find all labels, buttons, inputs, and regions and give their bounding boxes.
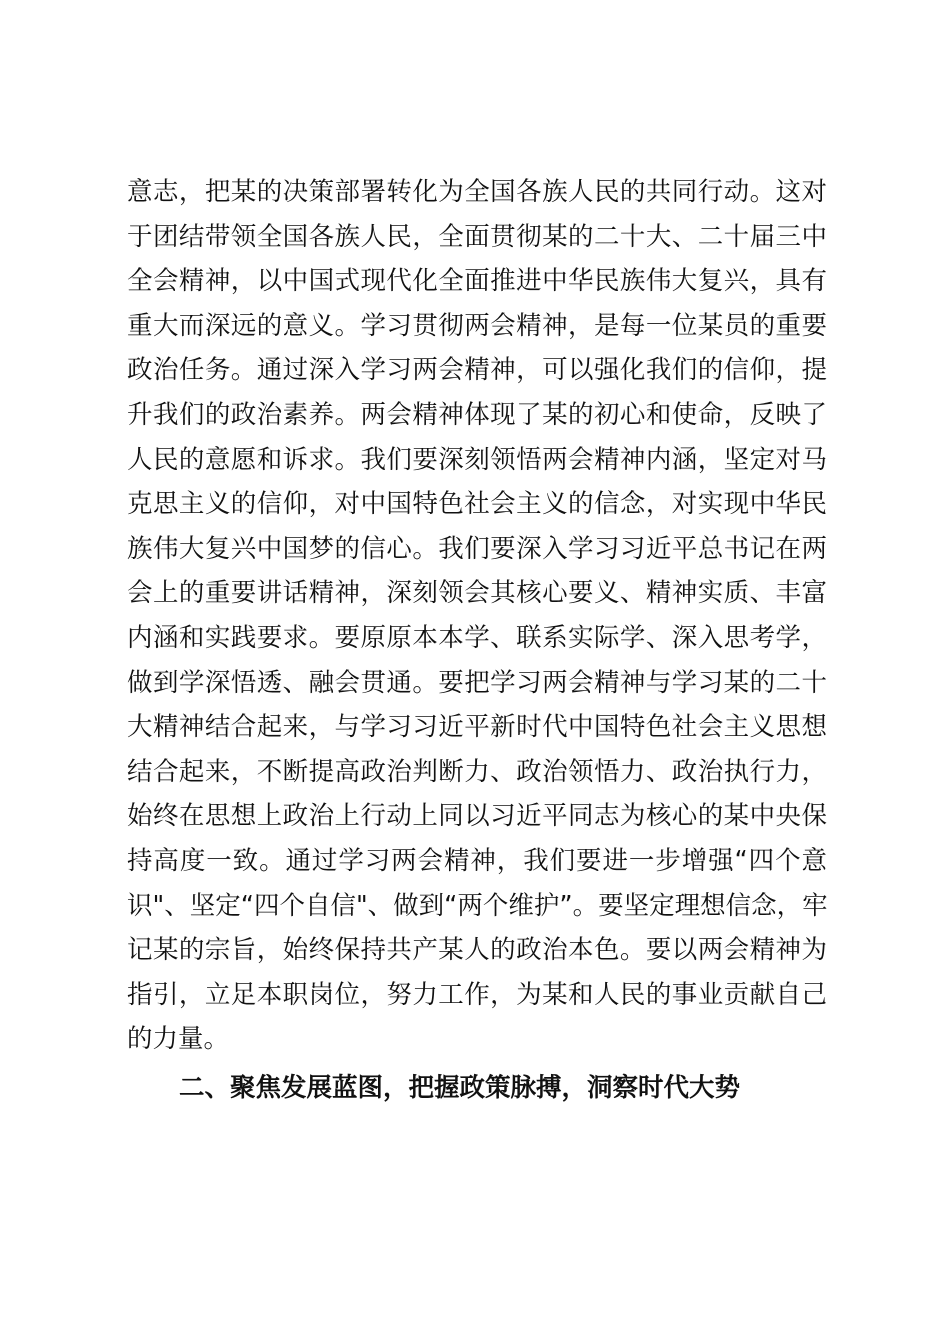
paragraph-line: 始终在思想上政治上行动上同以习近平同志为核心的某中央保 (127, 801, 827, 832)
paragraph-line: 做到学深悟透、融会贯通。要把学习两会精神与学习某的二十 (127, 667, 827, 698)
paragraph-line: 指引，立足本职岗位，努力工作，为某和人民的事业贡献自己 (127, 979, 827, 1010)
paragraph-line: 大精神结合起来，与学习习近平新时代中国特色社会主义思想 (127, 712, 827, 743)
paragraph-line: 持高度一致。通过学习两会精神，我们要进一步增强“四个意 (127, 845, 827, 876)
paragraph-line: 内涵和实践要求。要原原本本学、联系实际学、深入思考学， (127, 622, 827, 653)
paragraph-line: 识"、坚定“四个自信"、做到“两个维护”。要坚定理想信念，牢 (127, 890, 828, 921)
paragraph-line: 全会精神，以中国式现代化全面推进中华民族伟大复兴，具有 (127, 266, 827, 297)
paragraph-line: 族伟大复兴中国梦的信心。我们要深入学习习近平总书记在两 (127, 533, 827, 564)
paragraph-line: 会上的重要讲话精神，深刻领会其核心要义、精神实质、丰富 (127, 578, 827, 609)
paragraph-line: 意志，把某的决策部署转化为全国各族人民的共同行动。这对 (127, 177, 827, 207)
body-paragraph (127, 170, 827, 1062)
section-heading: 二、聚焦发展蓝图，把握政策脉搏，洞察时代大势 (179, 1073, 741, 1103)
paragraph-line: 于团结带领全国各族人民，全面贯彻某的二十大、二十届三中 (127, 221, 827, 252)
paragraph-line: 记某的宗旨，始终保持共产某人的政治本色。要以两会精神为 (127, 935, 827, 966)
paragraph-line: 克思主义的信仰，对中国特色社会主义的信念，对实现中华民 (127, 489, 827, 520)
paragraph-line: 人民的意愿和诉求。我们要深刻领悟两会精神内涵，坚定对马 (127, 444, 827, 475)
paragraph-line: 的力量。 (127, 1024, 230, 1055)
paragraph-line: 升我们的政治素养。两会精神体现了某的初心和使命，反映了 (127, 399, 827, 430)
paragraph-line: 政治任务。通过深入学习两会精神，可以强化我们的信仰，提 (127, 355, 827, 386)
paragraph-line: 结合起来，不断提高政治判断力、政治领悟力、政治执行力， (127, 756, 827, 787)
paragraph-line: 重大而深远的意义。学习贯彻两会精神，是每一位某员的重要 (127, 310, 827, 341)
